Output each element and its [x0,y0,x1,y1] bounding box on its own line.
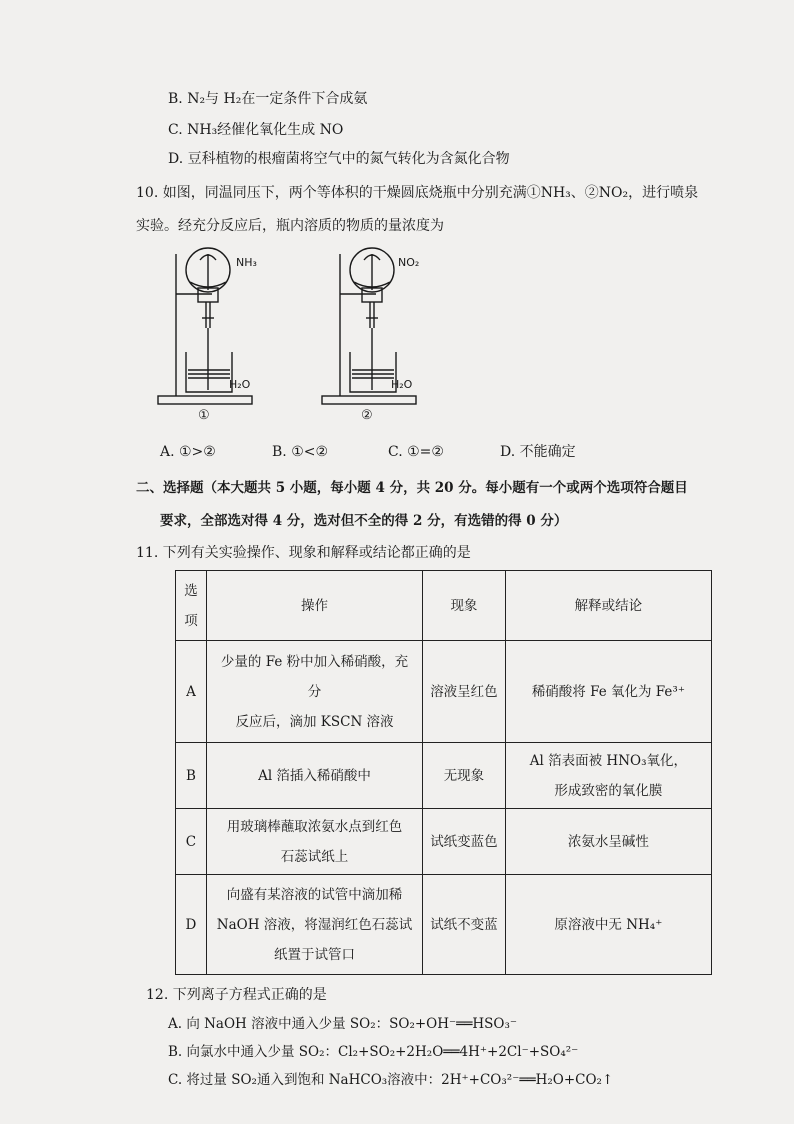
q10-choices [160,441,576,461]
q11-stem: 11. 下列有关实验操作、现象和解释或结论都正确的是 [136,545,471,561]
header-conclusion: 解释或结论 [505,571,711,641]
q12-stem: 12. 下列离子方程式正确的是 [146,987,327,1003]
row-c-phenomenon: 试纸变蓝色 [423,809,506,875]
q12-option-b: B. 向氯水中通入少量 SO₂：Cl₂+SO₂+2H₂O══4H⁺+2Cl⁻+SO₄²⁻ [168,1044,579,1060]
row-c-operation: 用玻璃棒蘸取浓氨水点到红色 石蕊试纸上 [206,809,422,875]
q12-option-c: C. 将过量 SO₂通入到饱和 NaHCO₃溶液中：2H⁺+CO₃²⁻══H₂O+CO₂↑ [168,1072,614,1088]
header-option: 选 项 [176,571,207,641]
row-d-phenomenon: 试纸不变蓝 [423,875,506,975]
row-a-operation: 少量的 Fe 粉中加入稀硝酸，充 分 反应后，滴加 KSCN 溶液 [206,641,422,743]
q10-choice-b: B. ①<② [272,444,329,460]
fig2-number: ② [361,408,373,423]
row-b-phenomenon: 无现象 [423,743,506,809]
row-a-option: A [176,641,207,743]
fig1-water-label: H₂O [229,378,251,391]
q9-option-c: C. NH₃经催化氧化生成 NO [168,122,344,138]
row-a-conclusion: 稀硝酸将 Fe 氧化为 Fe³⁺ [505,641,711,743]
section2-instructions-line2: 要求，全部选对得 4 分，选对但不全的得 2 分，有选错的得 0 分） [160,513,568,529]
row-b-option: B [176,743,207,809]
table-row [176,743,712,809]
table-row [176,641,712,743]
q10-choice-d: D. 不能确定 [500,444,576,460]
header-operation: 操作 [206,571,422,641]
q9-option-b: B. N₂与 H₂在一定条件下合成氨 [168,91,368,107]
section2-instructions-line1: 二、选择题（本大题共 5 小题，每小题 4 分，共 20 分。每小题有一个或两个选项符合题目 [136,480,688,496]
row-c-conclusion: 浓氨水呈碱性 [505,809,711,875]
q9-option-d: D. 豆科植物的根瘤菌将空气中的氮气转化为含氮化合物 [168,151,510,167]
q11-table [175,570,712,975]
q10-choice-a: A. ①>② [160,444,216,460]
row-d-option: D [176,875,207,975]
fig1-number: ① [198,408,210,423]
fig2-water-label: H₂O [391,378,413,391]
row-a-phenomenon: 溶液呈红色 [423,641,506,743]
row-d-conclusion: 原溶液中无 NH₄⁺ [505,875,711,975]
q12-option-a: A. 向 NaOH 溶液中通入少量 SO₂：SO₂+OH⁻══HSO₃⁻ [168,1016,518,1032]
table-header-row [176,571,712,641]
row-b-operation: Al 箔插入稀硝酸中 [206,743,422,809]
q10-choice-c: C. ①=② [388,444,444,460]
table-row [176,809,712,875]
header-phenomenon: 现象 [423,571,506,641]
fig2-gas-label: NO₂ [398,256,420,269]
row-d-operation: 向盛有某溶液的试管中滴加稀 NaOH 溶液，将湿润红色石蕊试 纸置于试管口 [206,875,422,975]
q10-stem-line1: 10. 如图，同温同压下，两个等体积的干燥圆底烧瓶中分别充满①NH₃、②NO₂，进行喷泉 [136,185,699,201]
row-b-conclusion: Al 箔表面被 HNO₃氧化， 形成致密的氧化膜 [505,743,711,809]
table-row [176,875,712,975]
fig1-gas-label: NH₃ [236,256,257,269]
row-c-option: C [176,809,207,875]
q10-stem-line2: 实验。经充分反应后，瓶内溶质的物质的量浓度为 [136,218,444,234]
